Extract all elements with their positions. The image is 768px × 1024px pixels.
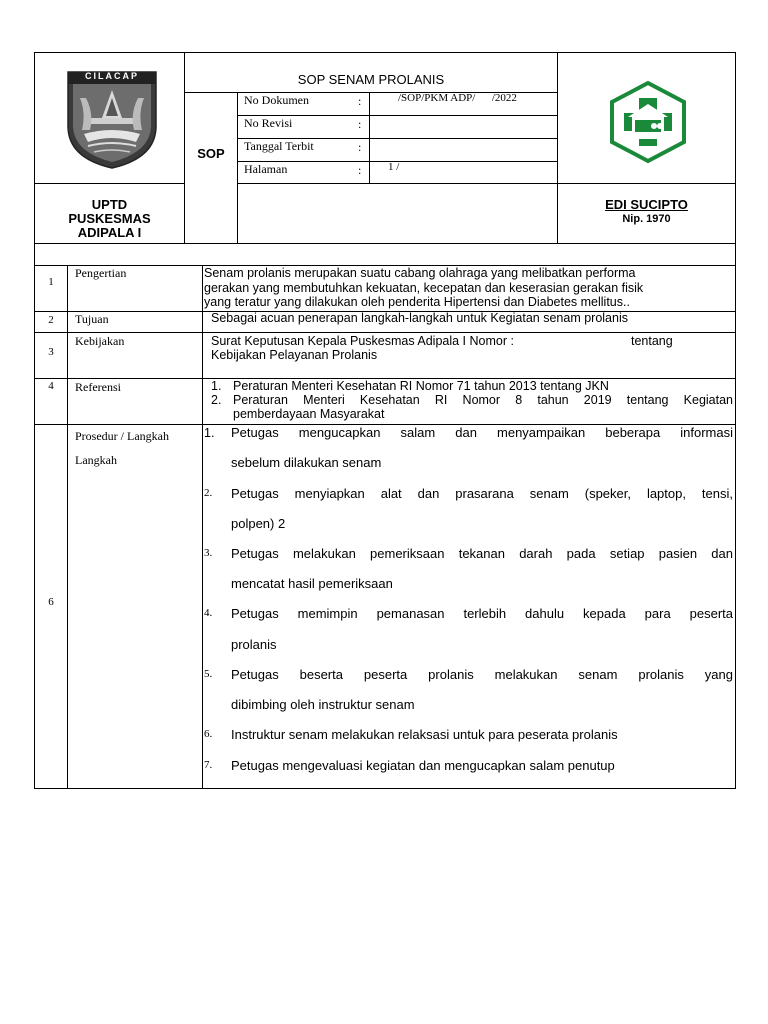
field-label-tanggal-terbit: Tanggal Terbit: [244, 139, 314, 153]
org-name: [35, 198, 184, 240]
row-label: Tujuan: [75, 312, 109, 326]
field-label-no-revisi: No Revisi: [244, 116, 293, 130]
kebijakan-line-1b: tentang: [631, 334, 673, 348]
step-text: Petugas menyiapkan alat dan prasarana senam (speker, laptop, tensi,: [231, 486, 733, 501]
field-label-no-dokumen: No Dokumen: [244, 93, 309, 107]
step-text-cont: polpen) 2: [231, 516, 286, 531]
logo-text: CILACAP: [85, 71, 139, 81]
field-colon: :: [358, 117, 362, 131]
row-number: 1: [48, 276, 54, 288]
reference-item: Peraturan Menteri Kesehatan RI Nomor 71 tahun 2013 tentang JKN: [233, 379, 609, 393]
row-number: 2: [48, 314, 54, 326]
kebijakan-line-2: Kebijakan Pelayanan Prolanis: [211, 348, 378, 362]
reference-item: Peraturan Menteri Kesehatan RI Nomor 8 tahun 2019 tentang Kegiatan: [233, 393, 733, 407]
step-number: 2.: [204, 487, 213, 499]
reference-item-cont: pemberdayaan Masyarakat: [233, 407, 385, 421]
step-text: Petugas memimpin pemanasan terlebih dahulu kepada para peserta: [231, 606, 733, 621]
signer-nip: Nip. 1970: [622, 213, 671, 225]
row-label: Referensi: [75, 380, 121, 394]
row-label-line: Langkah: [75, 453, 117, 467]
document-title: SOP SENAM PROLANIS: [297, 72, 445, 87]
step-number: 5.: [204, 668, 213, 680]
step-text-cont: mencatat hasil pemeriksaan: [231, 576, 393, 591]
field-value-halaman: 1 /: [388, 161, 400, 173]
step-text: Petugas beserta peserta prolanis melakukan senam prolanis yang: [231, 667, 733, 682]
row-number: 3: [48, 346, 54, 358]
step-text-cont: prolanis: [231, 637, 277, 652]
step-text-cont: sebelum dilakukan senam: [231, 455, 382, 470]
reference-number: 2.: [211, 393, 222, 407]
row-label: Kebijakan: [75, 334, 125, 348]
field-label-halaman: Halaman: [244, 162, 288, 176]
field-colon: :: [358, 140, 362, 154]
field-value-no-dokumen: /SOP/PKM ADP/ /2022: [398, 92, 517, 104]
step-number: 6.: [204, 728, 213, 740]
row-content-tujuan: Sebagai acuan penerapan langkah-langkah untuk Kegiatan senam prolanis: [211, 311, 628, 325]
step-text: Petugas mengevaluasi kegiatan dan mengucapkan salam penutup: [231, 758, 615, 773]
content-line: yang teratur yang dilakukan oleh penderita Hipertensi dan Diabetes mellitus..: [204, 295, 630, 309]
step-number: 3.: [204, 547, 213, 559]
signer-name: EDI SUCIPTO: [605, 197, 688, 212]
step-number: 1.: [204, 426, 215, 440]
org-line-1: UPTD: [91, 197, 128, 212]
step-text-cont: dibimbing oleh instruktur senam: [231, 697, 415, 712]
org-line-3: ADIPALA I: [77, 225, 142, 240]
step-text: Petugas mengucapkan salam dan menyampaikan beberapa informasi: [231, 425, 733, 440]
field-colon: :: [358, 163, 362, 177]
row-number: 4: [48, 380, 54, 392]
content-line: Senam prolanis merupakan suatu cabang olahraga yang melibatkan performa: [204, 266, 636, 280]
step-number: 4.: [204, 607, 213, 619]
row-label: Pengertian: [75, 266, 127, 280]
step-number: 7.: [204, 759, 213, 771]
step-text: Petugas melakukan pemeriksaan tekanan darah pada setiap pasien dan: [231, 546, 733, 561]
step-text: Instruktur senam melakukan relaksasi untuk para peserata prolanis: [231, 727, 618, 742]
field-colon: :: [358, 94, 362, 108]
puskesmas-logo: [608, 80, 688, 164]
reference-number: 1.: [211, 379, 222, 393]
cilacap-logo: [64, 68, 160, 170]
row-content-pengertian: [204, 266, 734, 310]
kebijakan-line-1a: Surat Keputusan Kepala Puskesmas Adipala I Nomor :: [211, 334, 514, 348]
org-line-2: PUSKESMAS: [68, 211, 151, 226]
row-number: 6: [48, 596, 54, 608]
row-label-line: Prosedur / Langkah: [75, 429, 169, 443]
sop-label: SOP: [197, 146, 225, 161]
content-line: gerakan yang membutuhkan kekuatan, kecepatan dan keserasian gerakan fisik: [204, 280, 644, 295]
row-label: [75, 424, 169, 472]
